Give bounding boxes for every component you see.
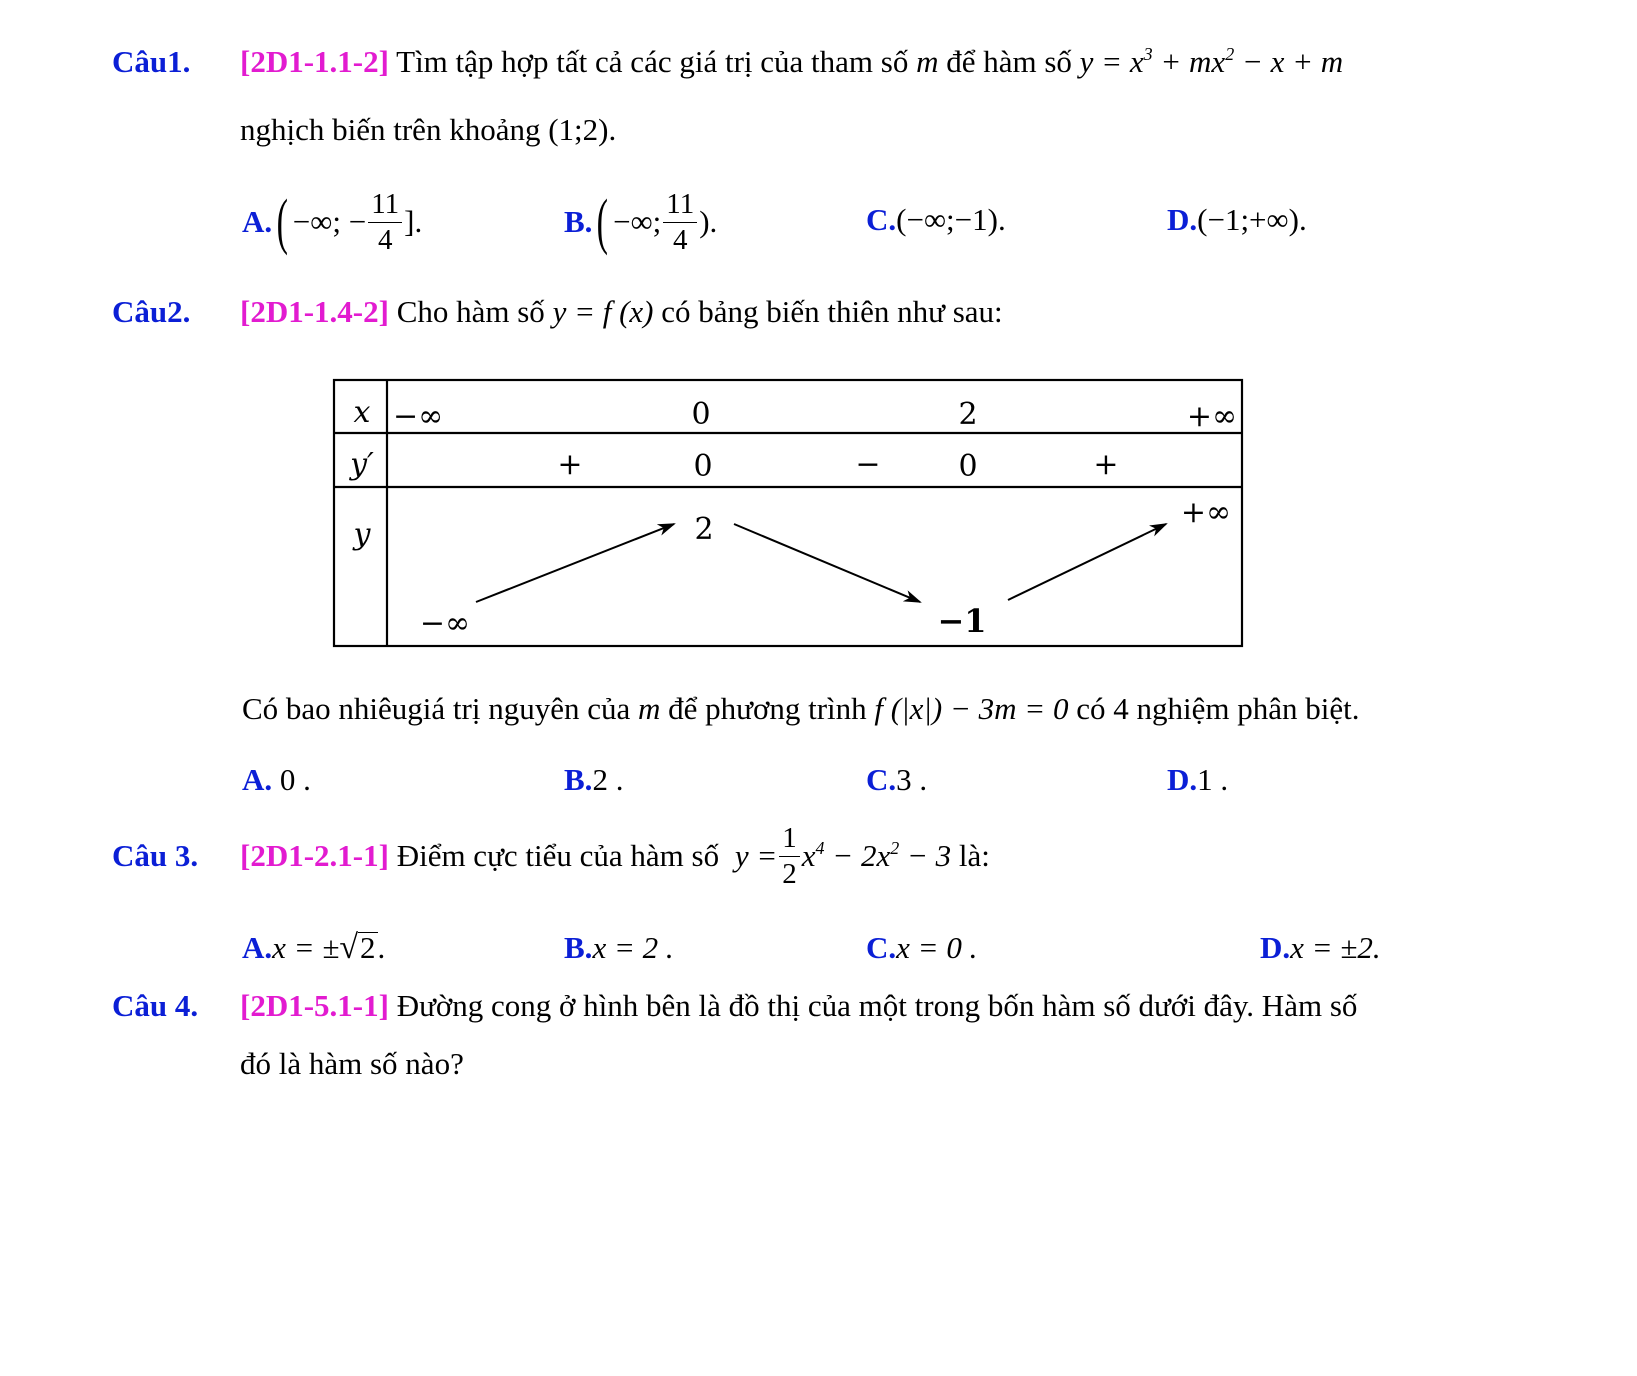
q2-text-a: Cho hàm số xyxy=(388,294,553,329)
q2-option-c-label: C. xyxy=(866,762,897,797)
q2-option-b[interactable] xyxy=(564,760,623,800)
q2-question-a: Có bao nhiêugiá trị nguyên của xyxy=(242,691,639,726)
q3-option-a-label: A. xyxy=(242,930,273,965)
q3-option-a-value: x = ± xyxy=(272,930,340,965)
q1-option-b-fraction: $\frac{11}{4}$ xyxy=(663,190,697,255)
q1-option-c[interactable] xyxy=(866,200,1006,240)
q1-option-b-close: ). xyxy=(699,204,718,239)
yprime-sign-minus: − xyxy=(855,447,881,482)
q1-line1 xyxy=(240,42,1343,82)
q2-formula: y = f (x) xyxy=(552,294,654,329)
y-value-neg-inf: −∞ xyxy=(419,606,471,641)
q1-tag: [2D1-1.1-2] xyxy=(240,44,389,79)
q2-line1 xyxy=(240,292,1003,332)
q4-line1 xyxy=(240,986,1357,1026)
q1-option-b-label: B. xyxy=(564,204,593,239)
q1-option-a-left: −∞; − xyxy=(292,204,367,239)
q1-var-m: m xyxy=(916,44,939,79)
q3-option-b[interactable] xyxy=(564,928,674,968)
q1-option-a-label: A. xyxy=(242,204,273,239)
q1-option-a-fraction: $\frac{11}{4}$ xyxy=(368,190,402,255)
yprime-zero-1: 0 xyxy=(693,449,713,484)
q3-option-d[interactable] xyxy=(1260,928,1381,968)
q1-option-b-left: −∞; xyxy=(613,204,662,239)
q3-option-d-label: D. xyxy=(1260,930,1291,965)
q3-line1 xyxy=(240,818,990,894)
arrow-increasing-1 xyxy=(476,524,674,602)
arrow-increasing-2 xyxy=(1008,524,1166,600)
q2-question-c: có 4 nghiệm phân biệt. xyxy=(1068,691,1360,726)
q1-text-a: Tìm tập hợp tất cả các giá trị của tham số xyxy=(388,44,917,79)
q2-option-c-value: 3 . xyxy=(896,762,928,797)
q2-option-a-value: 0 . xyxy=(272,762,311,797)
q2-question-b: để phương trình xyxy=(660,691,875,726)
q2-question xyxy=(242,689,1359,729)
q1-label: Câu1. xyxy=(112,44,191,79)
q1-line2 xyxy=(240,110,616,150)
q1-option-c-label: C. xyxy=(866,202,897,237)
q2-option-b-label: B. xyxy=(564,762,593,797)
variation-table xyxy=(330,376,1250,652)
q4-tag: [2D1-5.1-1] xyxy=(240,988,389,1023)
q3-option-a-end: . xyxy=(377,930,386,965)
q1-option-a[interactable]: A. ( −∞; − $\frac{11}{4}$ ]. xyxy=(242,187,423,256)
q1-text-b: để hàm số xyxy=(938,44,1080,79)
x-value-0: 0 xyxy=(691,397,711,432)
q4-line2: đó là hàm số nào? xyxy=(240,1046,464,1081)
q2-label: Câu2. xyxy=(112,294,191,329)
y-value-max: 2 xyxy=(694,512,714,547)
q3-text-b: là: xyxy=(951,838,990,873)
q2-question-m: m xyxy=(638,691,661,726)
table-border xyxy=(334,380,1242,646)
q1-line2-text: nghịch biến trên khoảng xyxy=(240,112,549,147)
q1-option-a-close: ]. xyxy=(404,204,423,239)
yprime-zero-2: 0 xyxy=(958,449,978,484)
q1-option-b[interactable]: B. ( −∞; $\frac{11}{4}$ ). xyxy=(564,187,718,256)
q2-option-a-label: A. xyxy=(242,762,273,797)
q3-label: Câu 3. xyxy=(112,838,199,873)
q1-formula: $y = x^3 + mx^2 - x + m$ xyxy=(1079,44,1344,79)
q3-option-b-value: x = 2 . xyxy=(592,930,674,965)
y-value-min: −1 xyxy=(937,602,987,640)
q2-option-d[interactable] xyxy=(1167,760,1228,800)
q2-option-a[interactable] xyxy=(242,760,311,800)
q4-label: Câu 4. xyxy=(112,988,199,1023)
q3-option-d-value: x = ±2. xyxy=(1290,930,1381,965)
row-label-y: y xyxy=(353,517,371,552)
q1-option-d[interactable] xyxy=(1167,200,1307,240)
yprime-sign-plus-1: + xyxy=(557,447,583,482)
q2-option-c[interactable] xyxy=(866,760,927,800)
q2-text-b: có bảng biến thiên như sau: xyxy=(653,294,1003,329)
q3-formula-rest: $x^4 - 2x^2 - 3$ xyxy=(801,838,952,873)
q3-fraction: $\frac{1}{2}$ xyxy=(779,824,800,889)
x-value-pos-inf: +∞ xyxy=(1186,399,1237,434)
q3-option-a[interactable]: A.x = ±√2. xyxy=(242,929,386,966)
q2-option-d-label: D. xyxy=(1167,762,1198,797)
q2-question-formula: f (|x|) − 3m = 0 xyxy=(874,691,1069,726)
q3-formula-y: y = xyxy=(734,838,778,873)
q3-option-a-sqrt: 2 xyxy=(360,930,376,965)
q1-option-d-value: (−1;+∞). xyxy=(1197,202,1307,237)
q3-tag: [2D1-2.1-1] xyxy=(240,838,389,873)
q3-option-c[interactable] xyxy=(866,928,977,968)
q1-option-c-value: (−∞;−1). xyxy=(896,202,1006,237)
row-label-x: x xyxy=(353,395,371,430)
q3-option-b-label: B. xyxy=(564,930,593,965)
x-value-neg-inf: −∞ xyxy=(393,399,444,434)
q1-option-d-label: D. xyxy=(1167,202,1198,237)
q1-interval: (1;2). xyxy=(548,112,617,147)
yprime-sign-plus-2: + xyxy=(1093,447,1119,482)
q2-option-b-value: 2 . xyxy=(592,762,624,797)
q2-tag: [2D1-1.4-2] xyxy=(240,294,389,329)
arrow-decreasing xyxy=(734,524,920,602)
q3-option-c-value: x = 0 . xyxy=(896,930,978,965)
q2-option-d-value: 1 . xyxy=(1197,762,1229,797)
q4-text-a: Đường cong ở hình bên là đồ thị của một trong bốn hàm số dưới đây. Hàm số xyxy=(388,988,1358,1023)
x-value-2: 2 xyxy=(958,397,978,432)
q3-text-a: Điểm cực tiểu của hàm số xyxy=(388,838,727,873)
q3-option-c-label: C. xyxy=(866,930,897,965)
y-value-pos-inf: +∞ xyxy=(1180,495,1232,530)
row-label-yprime: y′ xyxy=(350,447,374,482)
